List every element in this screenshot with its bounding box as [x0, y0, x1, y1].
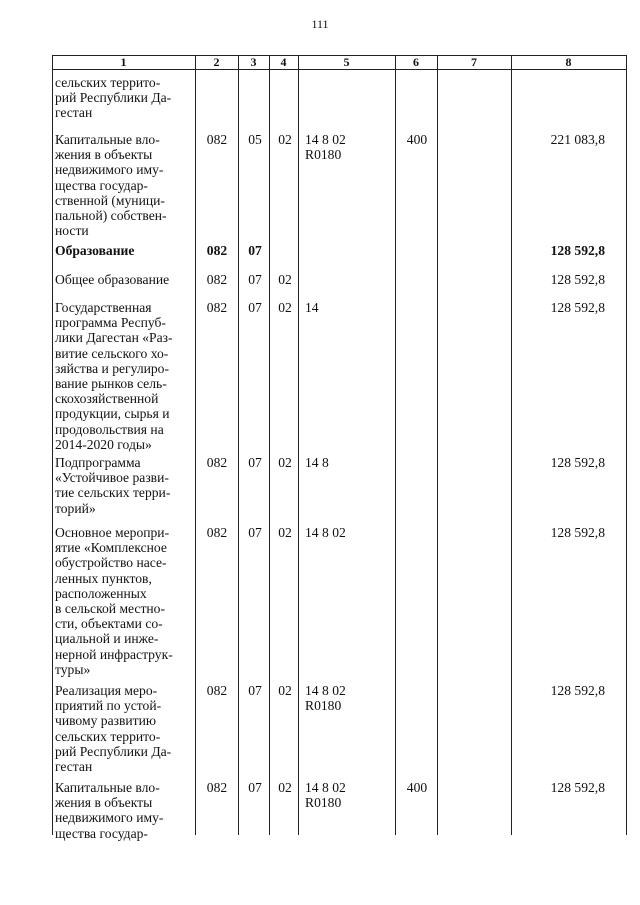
code-5: 14 8 02 R0180: [305, 132, 346, 163]
col-header-8: 8: [565, 55, 572, 69]
code-4: 02: [278, 300, 292, 315]
col-border: [511, 55, 512, 835]
code-5: 14: [305, 300, 319, 315]
amount: 128 592,8: [550, 780, 605, 795]
row-name: сельских террито- рий Республики Да- гестан: [55, 75, 172, 121]
header-bottom-rule: [52, 69, 626, 70]
code-4: 02: [278, 132, 292, 147]
amount: 221 083,8: [550, 132, 605, 147]
col-header-5: 5: [343, 55, 350, 69]
col-header-4: 4: [280, 55, 287, 69]
col-header-2: 2: [213, 55, 220, 69]
row-name: Капитальные вло- жения в объекты недвижимого иму- щества государ-: [55, 780, 164, 841]
code-5: 14 8 02 R0180: [305, 780, 346, 811]
code-3: 07: [248, 272, 262, 287]
col-header-3: 3: [250, 55, 257, 69]
code-4: 02: [278, 525, 292, 540]
amount: 128 592,8: [550, 272, 605, 287]
amount: 128 592,8: [550, 525, 605, 540]
code-2: 082: [206, 780, 228, 795]
code-3: 07: [248, 300, 262, 315]
code-2: 082: [206, 272, 228, 287]
col-header-7: 7: [471, 55, 477, 69]
amount: 128 592,8: [550, 243, 605, 258]
code-5: 14 8 02: [305, 525, 346, 540]
row-name: Общее образование: [55, 272, 170, 287]
col-border: [626, 55, 627, 835]
code-3: 07: [248, 243, 262, 258]
code-4: 02: [278, 455, 292, 470]
col-border: [269, 55, 270, 835]
code-2: 082: [206, 132, 228, 147]
code-4: 02: [278, 272, 292, 287]
amount: 128 592,8: [550, 455, 605, 470]
code-3: 07: [248, 525, 262, 540]
code-3: 05: [248, 132, 262, 147]
col-header-1: 1: [120, 55, 127, 69]
col-border: [437, 55, 438, 835]
col-header-6: 6: [413, 55, 419, 69]
row-name: Государственная программа Респуб- лики Дагестан «Раз- витие сельского хо- зяйства и регулиро- вание рынков сель- скохозяйственной продукции, сырья и продовольствия на 2014-2020 годы»: [55, 300, 173, 452]
col-border: [395, 55, 396, 835]
code-5: 14 8: [305, 455, 329, 470]
amount: 128 592,8: [550, 683, 605, 698]
col-border: [52, 55, 53, 835]
row-name: Подпрограмма «Устойчивое разви- тие сельских терри- торий»: [55, 455, 171, 516]
code-5: 14 8 02 R0180: [305, 683, 346, 714]
row-name: Образование: [55, 243, 135, 258]
col-border: [238, 55, 239, 835]
page-number: 111: [311, 17, 329, 31]
code-6: 400: [406, 780, 428, 795]
code-3: 07: [248, 683, 262, 698]
code-2: 082: [206, 683, 228, 698]
col-border: [298, 55, 299, 835]
code-4: 02: [278, 683, 292, 698]
code-6: 400: [406, 132, 428, 147]
amount: 128 592,8: [550, 300, 605, 315]
col-border: [195, 55, 196, 835]
code-2: 082: [206, 455, 228, 470]
code-2: 082: [206, 300, 228, 315]
code-2: 082: [206, 243, 228, 258]
code-3: 07: [248, 780, 262, 795]
code-3: 07: [248, 455, 262, 470]
row-name: Капитальные вло- жения в объекты недвижимого иму- щества государ- ственной (муници- пальной) собствен- ности: [55, 132, 167, 239]
code-2: 082: [206, 525, 228, 540]
code-4: 02: [278, 780, 292, 795]
row-name: Реализация меро- приятий по устой- чивому развитию сельских террито- рий Республики Да- гестан: [55, 683, 172, 775]
row-name: Основное меропри- ятие «Комплексное обустройство насе- ленных пунктов, расположенных в сельской местно- сти, объектами со- циальной и инже- нерной инфраструк- туры»: [55, 525, 173, 677]
